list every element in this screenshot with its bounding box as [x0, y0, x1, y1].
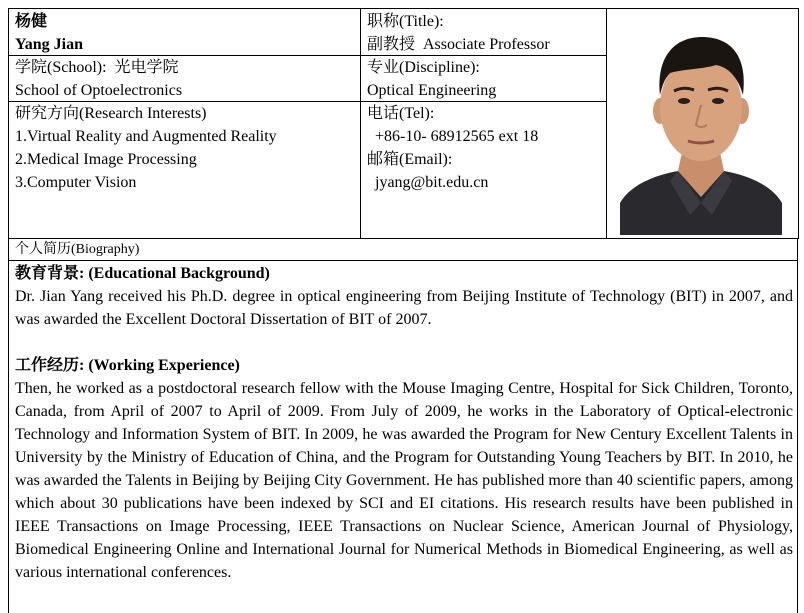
- tel-label: 电话(Tel):: [367, 105, 435, 122]
- portrait-photo: [620, 25, 782, 235]
- work-heading: 工作经历: (Working Experience): [15, 357, 240, 374]
- profile-sheet: [8, 8, 798, 613]
- research-item: 2.Medical Image Processing: [15, 151, 197, 168]
- tel-value: +86-10- 68912565 ext 18: [375, 128, 539, 145]
- contact-cell: [361, 102, 607, 239]
- discipline-cell: [361, 56, 607, 102]
- name-chinese: 杨健: [15, 13, 48, 30]
- education-text: Dr. Jian Yang received his Ph.D. degree in optical engineering from Beijing Institute of Technology (BIT) in 2007, and was awarded the Excellent Doctoral Dissertation of BIT of 2007.: [15, 288, 793, 328]
- work-text: Then, he worked as a postdoctoral research fellow with the Mouse Imaging Centre, Hospital for Sick Children, Toronto, Canada, from April of 2007 to April of 2009. From July of 2009, he works in the Laboratory of Optical-electronic Technology and Information System of BIT. In 2009, he was awarded the Program for New Century Excellent Talents in University by the Ministry of Education of China, and the Program for Outstanding Young Teachers by BIT. In 2010, he was awarded the Talents in Beijing by Beijing City Government. He has published more than 40 scientific papers, among which about 30 publications have been indexed by SCI and EI citations. His research results have been published in IEEE Transactions on Image Processing, IEEE Transactions on Nuclear Science, American Journal of Physiology, Biomedical Engineering Online and International Journal for Numerical Methods in Biomedical Engineering, as well as various international conferences.: [15, 380, 793, 581]
- school-label: 学院(School): 光电学院: [15, 59, 179, 76]
- title-label: 职称(Title):: [367, 13, 444, 30]
- biography-label: 个人简历(Biography): [8, 238, 798, 261]
- discipline-label: 专业(Discipline):: [367, 59, 480, 76]
- discipline-value: Optical Engineering: [367, 82, 497, 99]
- section-spacer: [15, 331, 793, 354]
- email-label: 邮箱(Email):: [367, 151, 453, 168]
- name-english: Yang Jian: [15, 36, 84, 53]
- research-label: 研究方向(Research Interests): [15, 105, 207, 122]
- school-value: School of Optoelectronics: [15, 82, 183, 99]
- biography-section: [8, 261, 798, 613]
- email-link[interactable]: jyang@bit.edu.cn: [375, 174, 489, 191]
- title-value: 副教授 Associate Professor: [367, 36, 550, 53]
- title-cell: [361, 9, 607, 56]
- research-item: 1.Virtual Reality and Augmented Reality: [15, 128, 277, 145]
- name-cell: [9, 9, 361, 56]
- research-item: 3.Computer Vision: [15, 174, 137, 191]
- research-cell: [9, 102, 361, 239]
- photo-cell: [607, 9, 799, 239]
- profile-table: [8, 8, 799, 239]
- school-cell: [9, 56, 361, 102]
- education-heading: 教育背景: (Educational Background): [15, 265, 270, 282]
